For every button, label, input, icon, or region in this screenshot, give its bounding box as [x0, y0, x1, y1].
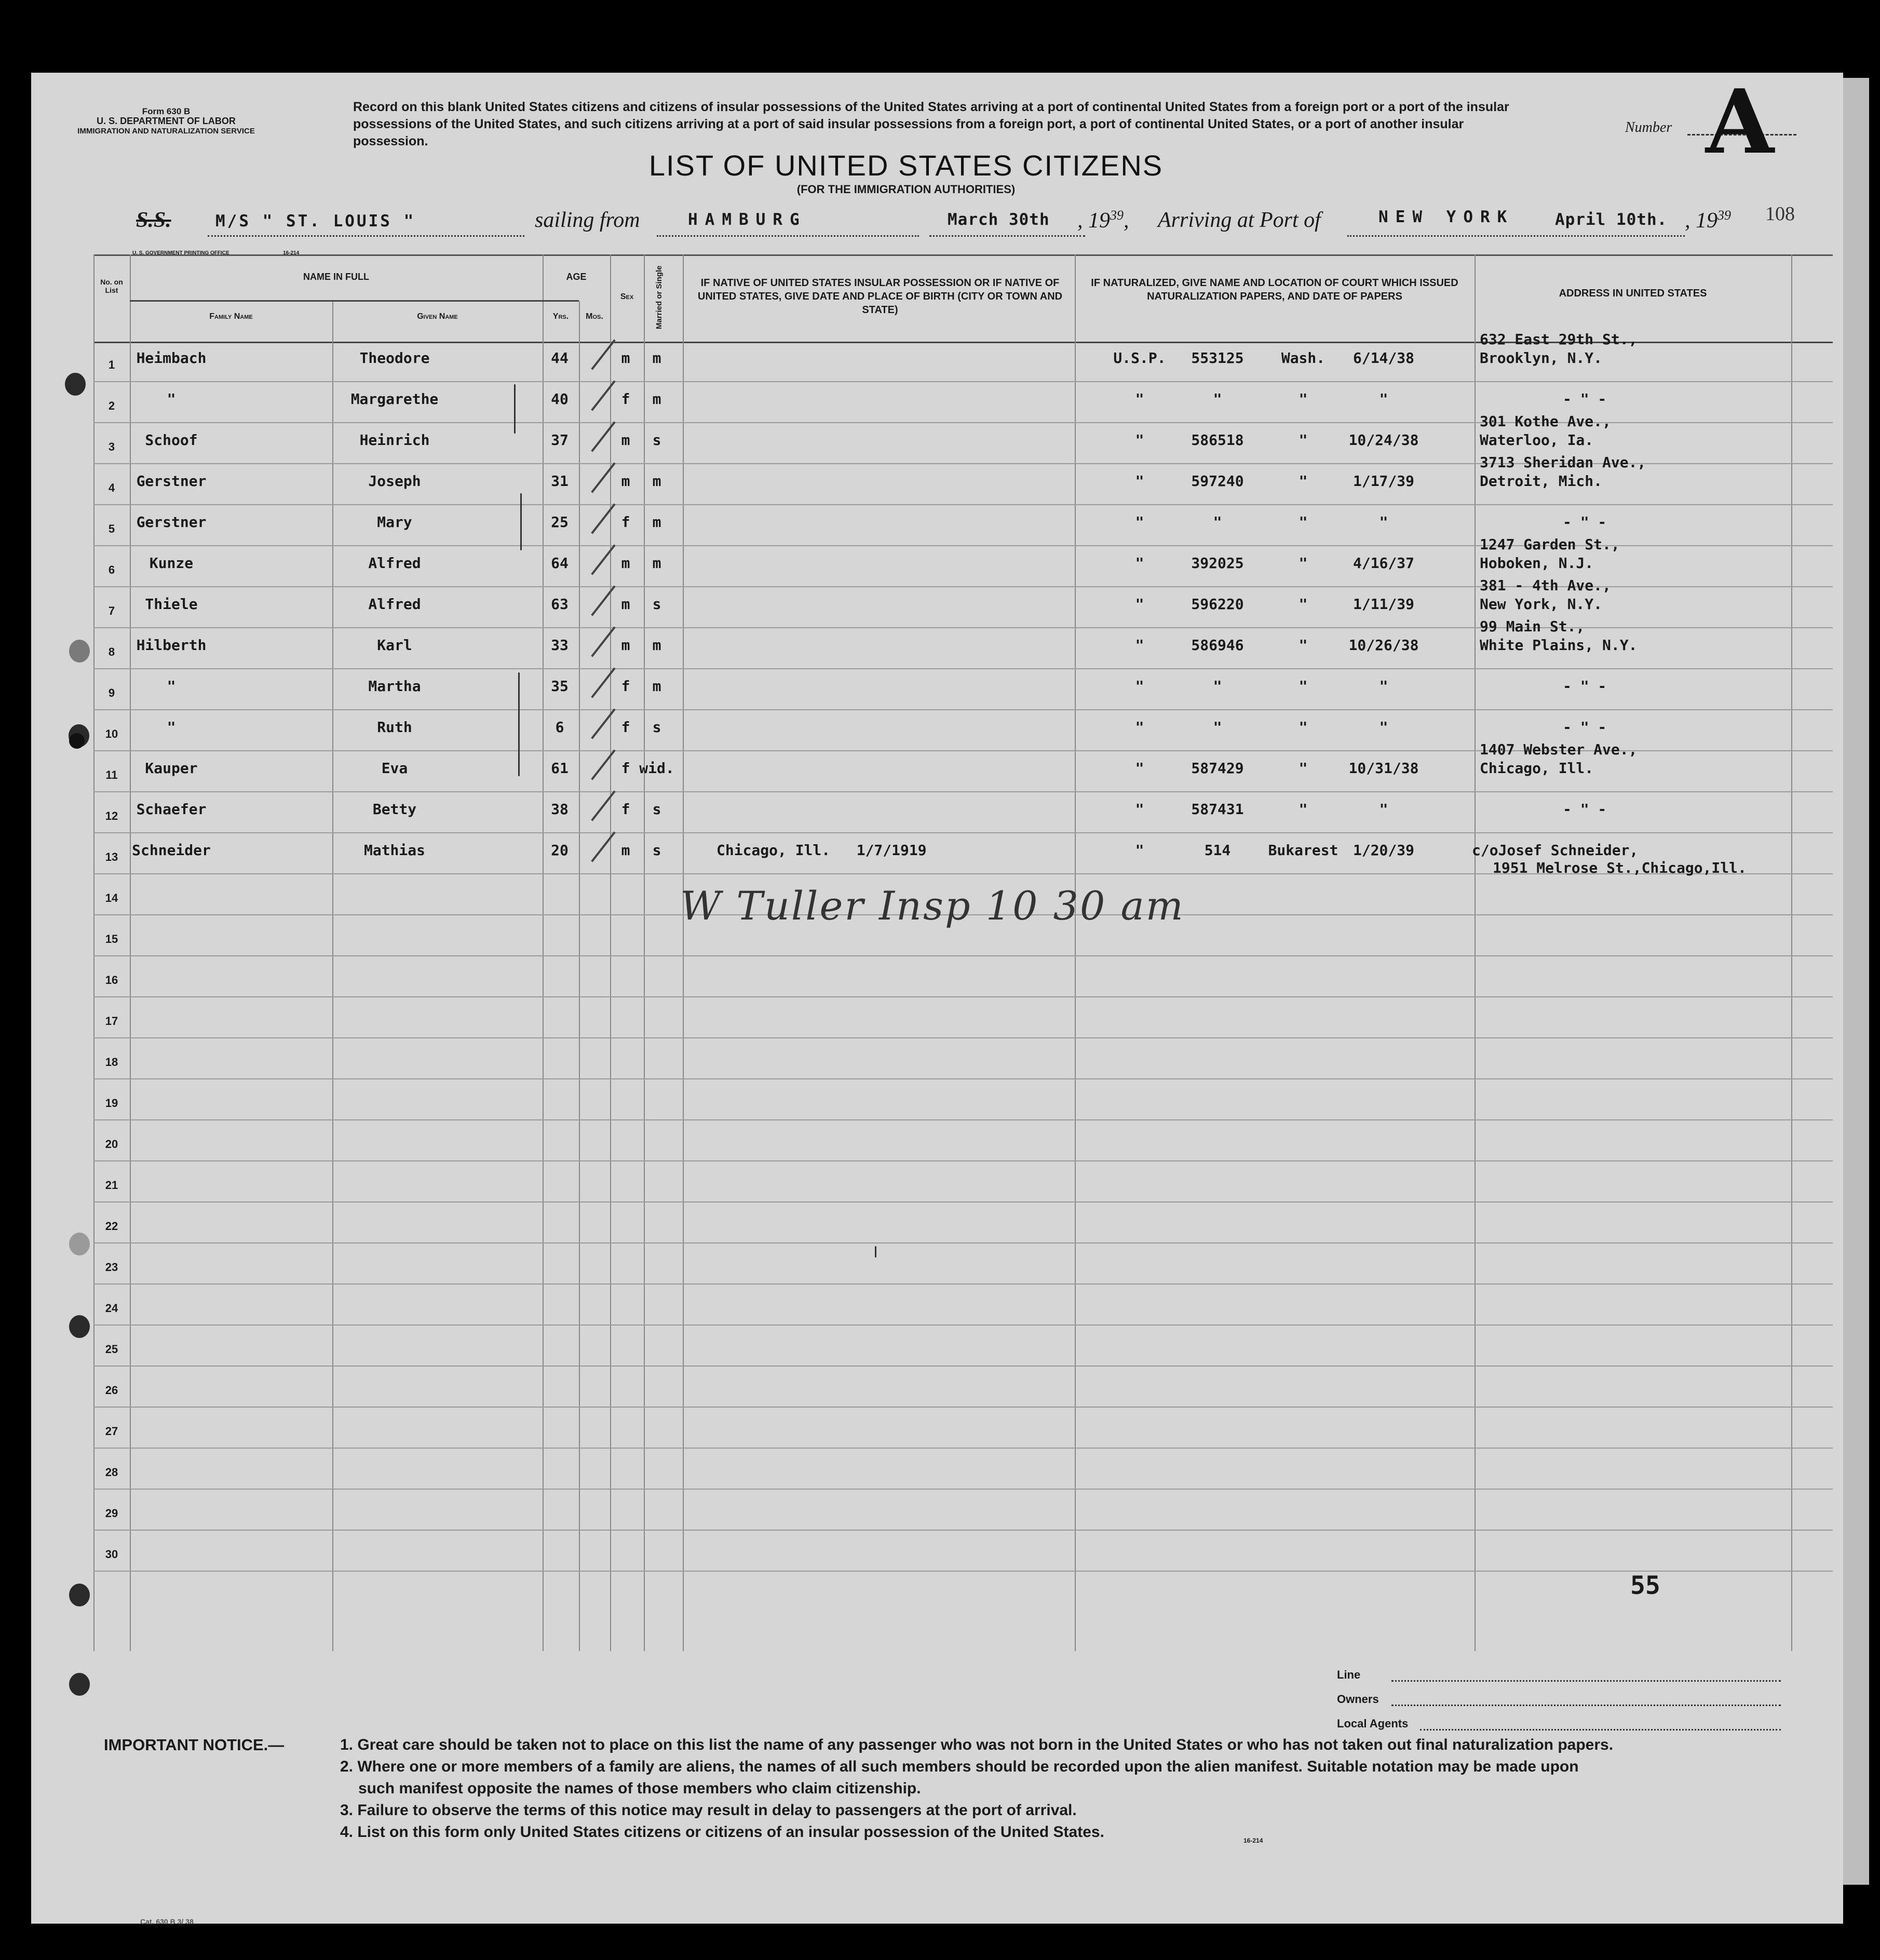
table-row-nat-date: ": [1379, 390, 1388, 408]
table-row-marital: m: [652, 555, 661, 572]
row-number: 19: [105, 1097, 118, 1110]
table-row-sex: m: [621, 555, 630, 572]
row-number: 24: [105, 1302, 118, 1315]
local-agents-label: Local Agents: [1337, 1717, 1409, 1730]
table-row-address-1: 301 Kothe Ave.,: [1480, 413, 1611, 430]
header-given-name: Given Name: [417, 312, 458, 321]
notice-item-4: 4. List on this form only United States citizens or citizens of an insular possession of the United States.: [340, 1823, 1104, 1841]
row-number: 30: [105, 1548, 118, 1561]
binder-hole: [69, 1584, 90, 1606]
row-rule: [93, 1324, 1833, 1326]
table-row-marital: wid.: [639, 760, 674, 777]
department-name: U. S. DEPARTMENT OF LABOR: [97, 116, 236, 126]
table-row-nat-court: ": [1135, 555, 1144, 572]
header-naturalized: IF NATURALIZED, GIVE NAME AND LOCATION OF COURT WHICH ISSUED NATURALIZATION PAPERS, AND DATE OF PAPERS: [1091, 277, 1458, 302]
table-row-family-name: ": [167, 390, 176, 408]
page-title: LIST OF UNITED STATES CITIZENS: [648, 149, 1164, 182]
table-row-given-name: Mathias: [363, 842, 425, 859]
row-number: 8: [108, 645, 115, 658]
row-rule: [93, 381, 1833, 382]
header-family-name: Family Name: [209, 312, 253, 321]
owners-field: [1391, 1705, 1781, 1706]
table-row-nat-number: ": [1213, 513, 1222, 531]
header-address: ADDRESS IN UNITED STATES: [1559, 288, 1707, 299]
row-rule: [93, 1242, 1833, 1243]
arrival-date: April 10th.: [1555, 210, 1668, 229]
row-number: 28: [105, 1466, 118, 1479]
table-row-sex: f: [621, 760, 630, 777]
table-row-nat-date: 10/26/38: [1348, 637, 1419, 654]
table-row-sex: m: [621, 349, 630, 367]
table-row-nat-court: ": [1135, 431, 1144, 449]
port-from-underline: [657, 235, 919, 237]
table-row-given-name: Eva: [381, 760, 408, 777]
row-number: 10: [105, 727, 118, 740]
table-row-age: 61: [551, 760, 569, 777]
notice-item-2-cont: such manifest opposite the names of those members who claim citizenship.: [358, 1780, 921, 1797]
header-mos: Mos.: [586, 312, 603, 321]
header-yrs: Yrs.: [552, 312, 569, 321]
table-row-nat-number: 553125: [1191, 349, 1244, 367]
table-row-nat-location: ": [1299, 555, 1308, 572]
notice-title: IMPORTANT NOTICE.—: [104, 1736, 285, 1754]
table-row-nat-date: 4/16/37: [1352, 555, 1414, 572]
table-row-given-name: Karl: [377, 637, 412, 654]
row-number: 1: [108, 358, 115, 371]
table-row-nat-location: ": [1299, 390, 1308, 408]
table-row-marital: m: [652, 349, 661, 367]
line-label: Line: [1337, 1668, 1361, 1681]
table-row-nat-court: ": [1135, 678, 1144, 695]
table-row-nat-court: U.S.P.: [1113, 349, 1166, 367]
table-row-family-name: Schoof: [145, 431, 198, 449]
row-number: 14: [105, 891, 118, 904]
header-no-on-list: No. on List: [100, 278, 123, 294]
table-row-family-name: ": [167, 719, 176, 736]
row-rule: [93, 668, 1833, 669]
row-number: 26: [105, 1384, 118, 1397]
table-row-family-name: Heimbach: [136, 349, 207, 367]
table-row-nat-location: ": [1299, 801, 1308, 818]
row-rule: [93, 1160, 1833, 1161]
row-number: 29: [105, 1507, 118, 1520]
table-row-marital: s: [652, 801, 661, 818]
row-number: 25: [105, 1343, 118, 1356]
header-sex: Sex: [620, 292, 634, 301]
table-row-address-1: 381 - 4th Ave.,: [1480, 577, 1611, 594]
row-rule: [93, 709, 1833, 710]
binder-hole: [69, 1233, 90, 1255]
table-row-address-1: 1247 Garden St.,: [1480, 536, 1620, 553]
table-row-nat-number: 586518: [1191, 431, 1244, 449]
table-row-nat-date: 6/14/38: [1352, 349, 1414, 367]
table-row-family-name: Kunze: [149, 555, 194, 572]
row-number: 6: [108, 563, 115, 576]
row-rule: [93, 1078, 1833, 1079]
row-number: 3: [108, 440, 115, 453]
table-row-birth: Chicago, Ill. 1/7/1919: [716, 842, 927, 859]
table-row-family-name: Hilberth: [136, 637, 207, 654]
row-number: 20: [105, 1138, 118, 1151]
table-row-address-2: - " -: [1563, 678, 1607, 695]
table-row-age: 20: [551, 842, 569, 859]
ship-name: M/S " ST. LOUIS ": [215, 212, 416, 231]
table-row-nat-location: ": [1299, 637, 1308, 654]
table-row-sex: m: [621, 842, 630, 859]
number-value: A: [1706, 70, 1774, 174]
table-row-marital: s: [652, 842, 661, 859]
table-row-age: 6: [555, 719, 564, 736]
arriving-label: Arriving at Port of: [1158, 208, 1321, 232]
table-row-address-2: 1951 Melrose St.,Chicago,Ill.: [1493, 859, 1747, 876]
table-row-nat-court: ": [1135, 513, 1144, 531]
line-field: [1391, 1680, 1781, 1682]
table-row-marital: s: [652, 596, 661, 613]
print-code: 16-214: [283, 250, 300, 256]
table-row-address-2: Detroit, Mich.: [1480, 472, 1603, 490]
printing-office: U. S. GOVERNMENT PRINTING OFFICE: [132, 250, 229, 256]
col-rule: [579, 301, 580, 1651]
table-row-nat-number: 597240: [1191, 472, 1244, 490]
table-row-nat-location: ": [1299, 719, 1308, 736]
row-number: 18: [105, 1056, 118, 1069]
table-row-family-name: Schneider: [132, 842, 211, 859]
table-row-nat-number: 586946: [1191, 637, 1244, 654]
binder-hole: [69, 733, 85, 749]
binder-hole: [69, 1315, 90, 1338]
table-row-family-name: ": [167, 678, 176, 695]
row-number: 9: [108, 686, 115, 699]
year-prefix-1: , $19^{39}$,: [1077, 208, 1129, 233]
header-birth: IF NATIVE OF UNITED STATES INSULAR POSSESSION OR IF NATIVE OF UNITED STATES, GIVE DATE AND PLACE OF BIRTH (CITY OR TOWN AND STATE): [697, 277, 1063, 316]
row-rule: [93, 1119, 1833, 1120]
inspector-note: W Tuller Insp 10 30 am: [680, 883, 1185, 929]
table-row-sex: m: [621, 472, 630, 490]
row-number: 5: [108, 522, 115, 535]
binder-hole: [69, 640, 90, 663]
table-row-nat-location: ": [1299, 513, 1308, 531]
table-row-given-name: Heinrich: [359, 431, 430, 449]
local-agents-field: [1420, 1729, 1781, 1731]
table-row-given-name: Alfred: [368, 596, 421, 613]
table-row-nat-number: 587431: [1191, 801, 1244, 818]
row-number: 16: [105, 974, 118, 986]
table-row-sex: m: [621, 596, 630, 613]
table-row-nat-date: 10/31/38: [1348, 760, 1419, 777]
table-row-nat-court: ": [1135, 801, 1144, 818]
name-age-rule: [130, 300, 579, 302]
port-to: NEW YORK: [1378, 208, 1514, 226]
table-row-nat-location: ": [1299, 596, 1308, 613]
table-row-nat-date: ": [1379, 513, 1388, 531]
table-row-address-1: 3713 Sheridan Ave.,: [1480, 454, 1646, 471]
sailing-from-label: sailing from: [535, 208, 640, 232]
table-row-nat-date: 1/20/39: [1352, 842, 1414, 859]
table-row-age: 38: [551, 801, 569, 818]
row-rule: [93, 832, 1833, 833]
year-suffix-1: 39: [1110, 208, 1124, 223]
row-rule: [93, 1201, 1833, 1202]
row-number: 22: [105, 1220, 118, 1233]
table-row-given-name: Ruth: [377, 719, 412, 736]
number-label: Number: [1625, 119, 1672, 136]
table-row-marital: m: [652, 513, 661, 531]
notice-item-2: 2. Where one or more members of a family are aliens, the names of all such members should be recorded upon the alien manifest. Suitable notation may be made upon: [340, 1758, 1579, 1775]
service-name: IMMIGRATION AND NATURALIZATION SERVICE: [77, 127, 255, 136]
row-rule: [93, 791, 1833, 792]
page-subtitle: (FOR THE IMMIGRATION AUTHORITIES): [796, 183, 1016, 196]
table-row-family-name: Gerstner: [136, 472, 207, 490]
port-from: HAMBURG: [688, 210, 807, 229]
row-rule: [93, 1283, 1833, 1285]
table-row-address-2: Waterloo, Ia.: [1480, 431, 1594, 449]
table-row-marital: s: [652, 431, 661, 449]
row-number: 2: [108, 399, 115, 412]
port-to-underline: [1347, 235, 1685, 237]
table-row-age: 33: [551, 637, 569, 654]
ss-label: S.S.: [136, 208, 171, 232]
table-row-nat-location: Wash.: [1281, 349, 1326, 367]
departure-underline: [929, 235, 1085, 237]
table-row-marital: s: [652, 719, 661, 736]
binder-hole: [65, 373, 86, 396]
table-row-sex: f: [621, 513, 630, 531]
row-number: 17: [105, 1015, 118, 1028]
col-rule: [332, 301, 333, 1651]
table-row-age: 40: [551, 390, 569, 408]
table-row-address-2: White Plains, N.Y.: [1480, 637, 1638, 654]
bracket-mark: [518, 672, 520, 776]
form-number: Form 630 B: [142, 106, 191, 116]
row-rule: [93, 1366, 1833, 1367]
row-rule: [93, 955, 1833, 956]
table-row-given-name: Alfred: [368, 555, 421, 572]
ship-underline: [208, 235, 524, 237]
table-row-nat-date: ": [1379, 801, 1388, 818]
table-row-nat-court: ": [1135, 842, 1144, 859]
row-number: 11: [105, 768, 118, 781]
table-row-address-2: - " -: [1563, 719, 1607, 736]
table-row-nat-court: ": [1135, 719, 1144, 736]
table-row-given-name: Theodore: [359, 349, 430, 367]
table-row-family-name: Kauper: [145, 760, 198, 777]
notice-item-1: 1. Great care should be taken not to place on this list the name of any passenger who was not born in the United States or who has not taken out final naturalization papers.: [340, 1736, 1614, 1753]
table-row-address-2: - " -: [1563, 801, 1607, 818]
row-number: 7: [108, 604, 115, 617]
sheet-edge: [1843, 78, 1869, 1885]
table-row-sex: m: [621, 431, 630, 449]
table-row-address-2: New York, N.Y.: [1480, 596, 1603, 613]
table-row-age: 35: [551, 678, 569, 695]
table-row-age: 31: [551, 472, 569, 490]
table-row-address-1: 632 East 29th St.,: [1480, 331, 1638, 348]
table-row-age: 64: [551, 555, 569, 572]
header-name-in-full: NAME IN FULL: [303, 272, 369, 282]
table-row-marital: m: [652, 637, 661, 654]
page-number: 55: [1630, 1571, 1660, 1600]
table-row-nat-location: ": [1299, 431, 1308, 449]
stray-mark: [875, 1246, 876, 1258]
row-rule: [93, 1037, 1833, 1038]
table-row-given-name: Martha: [368, 678, 421, 695]
table-row-nat-location: ": [1299, 760, 1308, 777]
owners-label: Owners: [1337, 1693, 1379, 1706]
table-row-nat-number: ": [1213, 719, 1222, 736]
table-row-sex: f: [621, 390, 630, 408]
table-row-marital: m: [652, 472, 661, 490]
table-row-nat-date: 1/17/39: [1352, 472, 1414, 490]
table-row-nat-number: ": [1213, 678, 1222, 695]
table-row-nat-court: ": [1135, 596, 1144, 613]
table-row-address-1: 99 Main St.,: [1480, 618, 1585, 635]
table-row-sex: f: [621, 719, 630, 736]
row-rule: [93, 1407, 1833, 1408]
table-row-address-2: Chicago, Ill.: [1480, 760, 1594, 777]
row-number: 21: [105, 1179, 118, 1192]
table-row-given-name: Margarethe: [350, 390, 439, 408]
table-row-address-2: - " -: [1563, 513, 1607, 531]
table-row-age: 25: [551, 513, 569, 531]
form-identifier: [67, 106, 265, 136]
table-row-sex: f: [621, 801, 630, 818]
row-number: 23: [105, 1261, 118, 1274]
departure-date: March 30th: [948, 210, 1050, 229]
table-row-nat-number: ": [1213, 390, 1222, 408]
table-row-nat-location: ": [1299, 678, 1308, 695]
table-row-nat-date: 10/24/38: [1348, 431, 1419, 449]
table-row-marital: m: [652, 678, 661, 695]
table-row-nat-court: ": [1135, 760, 1144, 777]
year-suffix-2: 39: [1717, 208, 1731, 223]
table-row-nat-court: ": [1135, 637, 1144, 654]
table-row-given-name: Betty: [372, 801, 417, 818]
table-row-sex: f: [621, 678, 630, 695]
table-row-marital: m: [652, 390, 661, 408]
row-rule: [93, 1448, 1833, 1449]
table-row-given-name: Joseph: [368, 472, 421, 490]
header-married-or-single: Married or Single: [655, 265, 664, 330]
row-rule: [93, 504, 1833, 505]
bracket-mark: [514, 384, 516, 434]
table-row-nat-number: 587429: [1191, 760, 1244, 777]
table-row-nat-location: ": [1299, 472, 1308, 490]
bracket-mark: [520, 493, 522, 550]
table-row-address-2: Brooklyn, N.Y.: [1480, 349, 1603, 367]
row-number: 27: [105, 1425, 118, 1438]
row-rule: [93, 996, 1833, 997]
table-row-address-1: c/oJosef Schneider,: [1472, 842, 1639, 859]
header-age: AGE: [566, 272, 587, 282]
binder-hole: [69, 1673, 90, 1696]
table-row-address-2: - " -: [1563, 390, 1607, 408]
row-number: 15: [105, 932, 118, 945]
table-rule: [93, 254, 1833, 256]
table-row-nat-location: Bukarest: [1268, 842, 1338, 859]
row-number: 4: [108, 481, 115, 494]
table-row-nat-number: 596220: [1191, 596, 1244, 613]
row-number: 12: [105, 809, 118, 822]
table-row-address-1: 1407 Webster Ave.,: [1480, 741, 1638, 758]
notice-code: 16-214: [1243, 1837, 1263, 1844]
table-row-address-2: Hoboken, N.J.: [1480, 555, 1594, 572]
table-row-family-name: Gerstner: [136, 513, 207, 531]
sheet-reference: 108: [1765, 203, 1795, 225]
table-row-nat-court: ": [1135, 390, 1144, 408]
row-rule: [93, 1571, 1833, 1572]
row-rule: [93, 1530, 1833, 1531]
table-row-family-name: Schaefer: [136, 801, 207, 818]
table-row-family-name: Thiele: [145, 596, 198, 613]
notice-item-3: 3. Failure to observe the terms of this notice may result in delay to passengers at the port of arrival.: [340, 1802, 1077, 1819]
table-row-age: 63: [551, 596, 569, 613]
table-row-sex: m: [621, 637, 630, 654]
table-row-nat-date: ": [1379, 678, 1388, 695]
table-row-nat-court: ": [1135, 472, 1144, 490]
table-row-nat-number: 392025: [1191, 555, 1244, 572]
table-row-age: 37: [551, 431, 569, 449]
table-row-nat-date: ": [1379, 719, 1388, 736]
row-number: 13: [105, 850, 118, 863]
table-row-nat-date: 1/11/39: [1352, 596, 1414, 613]
table-row-given-name: Mary: [377, 513, 412, 531]
catalog-code: Cat. 630 B 3/ 38: [140, 1917, 194, 1926]
year-prefix-2: , $19^{39}$: [1685, 208, 1731, 233]
table-row-age: 44: [551, 349, 569, 367]
table-row-nat-number: 514: [1204, 842, 1231, 859]
intro-text: Record on this blank United States citizens and citizens of insular possessions of the United States arriving at a port of continental United States from a foreign port or a port of the insular possessions of the United States, and such citizens arriving at a port of said insular possessions from a foreign port, a port of continental United States, or a port of another insular possession.: [353, 100, 1509, 148]
row-rule: [93, 1489, 1833, 1490]
